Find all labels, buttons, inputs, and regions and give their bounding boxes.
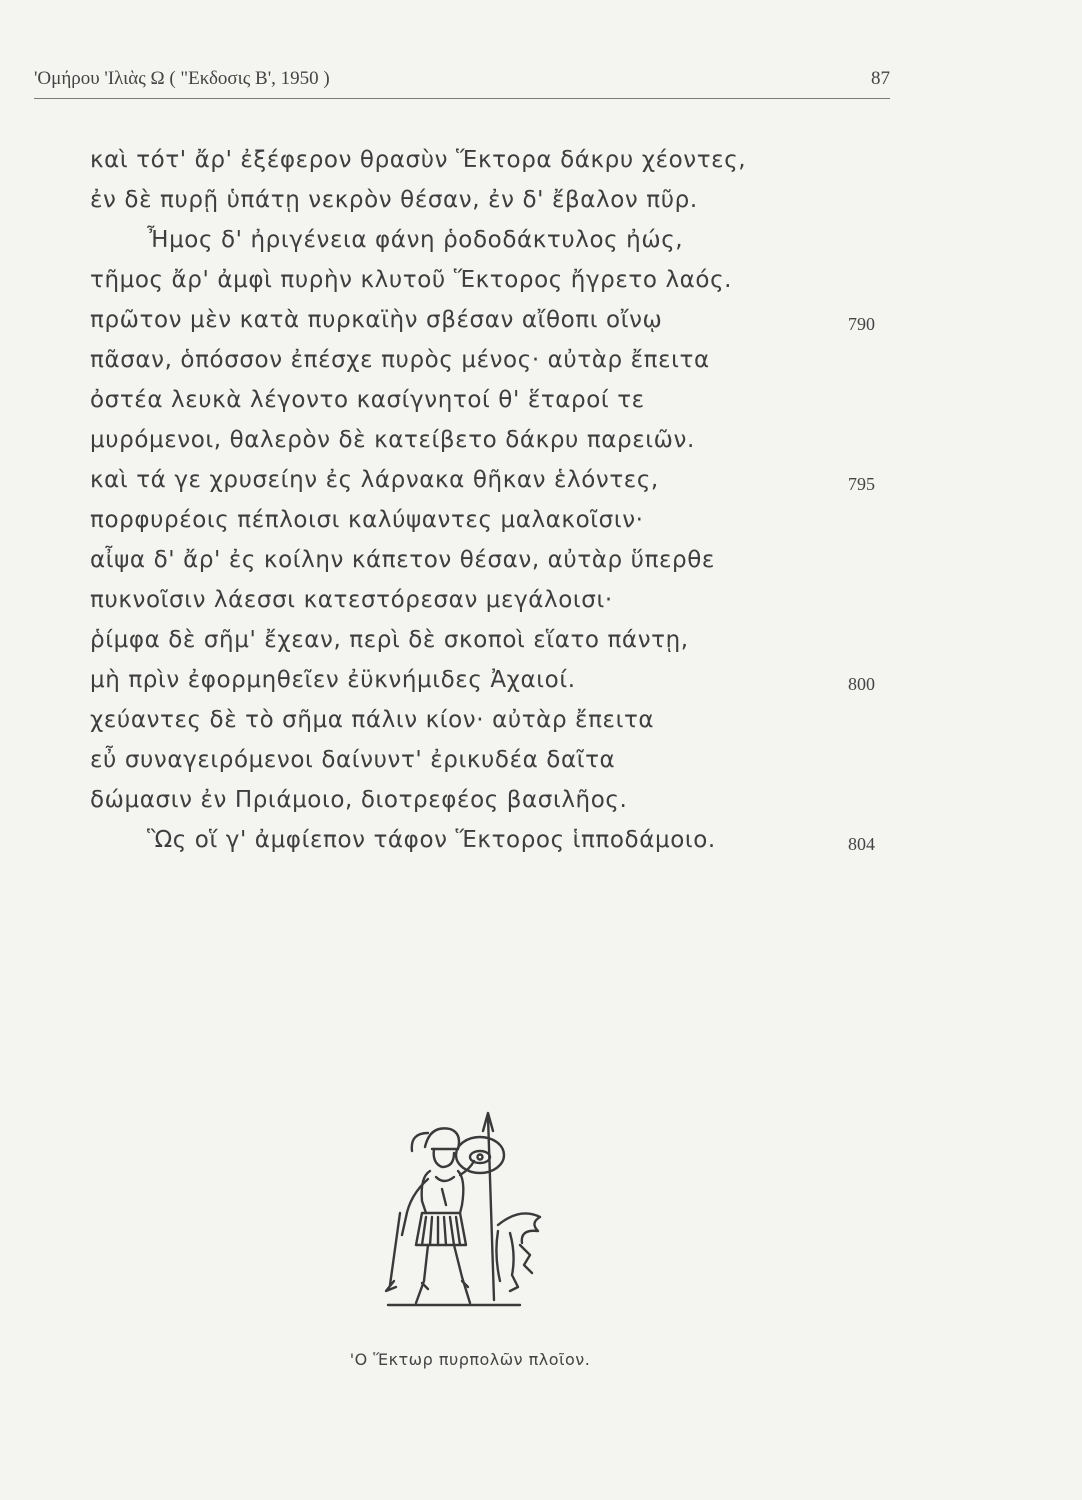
verse-line: πυκνοῖσιν λάεσσι κατεστόρεσαν μεγάλοισι· <box>90 587 613 613</box>
figure-caption: 'Ο Ἕκτωρ πυρπολῶν πλοῖον. <box>349 1350 591 1369</box>
verse-line: τῆμος ἄρ' ἀμφὶ πυρὴν κλυτοῦ Ἕκτορος ἤγρετο λαός. <box>90 267 733 293</box>
verse-line: καὶ τά γε χρυσείην ἐς λάρνακα θῆκαν ἑλόντες, <box>90 467 659 493</box>
verse-line: μὴ πρὶν ἐφορμηθεῖεν ἐϋκνήμιδες Ἀχαιοί. <box>90 667 576 693</box>
running-head <box>34 68 890 99</box>
page-number: 87 <box>871 68 890 89</box>
verse-line: καὶ τότ' ἄρ' ἐξέφερον θρασὺν Ἕκτορα δάκρυ χέοντες, <box>90 147 747 173</box>
verse-line: πᾶσαν, ὁπόσσον ἐπέσχε πυρὸς μένος· αὐτὰρ ἔπειτα <box>90 347 710 373</box>
verse-line: μυρόμενοι, θαλερὸν δὲ κατείβετο δάκρυ παρειῶν. <box>90 427 695 453</box>
verse-line: ῥίμφα δὲ σῆμ' ἔχεαν, περὶ δὲ σκοποὶ εἵατο πάντῃ, <box>90 627 689 653</box>
line-number: 804 <box>848 834 875 854</box>
running-head-title: 'Ομήρου 'Ιλιὰς Ω ( "Εκδοσις Β', 1950 ) <box>34 68 330 89</box>
line-number: 795 <box>848 474 875 494</box>
verse-line: ἐν δὲ πυρῇ ὑπάτῃ νεκρὸν θέσαν, ἐν δ' ἔβαλον πῦρ. <box>90 187 698 213</box>
verse-line: αἶψα δ' ἄρ' ἐς κοίλην κάπετον θέσαν, αὐτὰρ ὕπερθε <box>90 547 715 573</box>
hector-illustration <box>370 1105 570 1315</box>
verse-line: ὀστέα λευκὰ λέγοντο κασίγνητοί θ' ἕταροί τε <box>90 387 645 413</box>
verse-line: χεύαντες δὲ τὸ σῆμα πάλιν κίον· αὐτὰρ ἔπειτα <box>90 707 655 733</box>
verse-line: Ἦμος δ' ἠριγένεια φάνη ῥοδοδάκτυλος ἠώς, <box>147 227 684 253</box>
line-number: 800 <box>848 674 875 694</box>
line-number: 790 <box>848 314 875 334</box>
verse-line: Ὣς οἵ γ' ἀμφίεπον τάφον Ἕκτορος ἱπποδάμοιο. <box>147 827 716 853</box>
verse-line: πρῶτον μὲν κατὰ πυρκαϊὴν σβέσαν αἴθοπι οἴνῳ <box>90 307 663 333</box>
verse-line: εὖ συναγειρόμενοι δαίνυντ' ἐρικυδέα δαῖτα <box>90 747 616 773</box>
verse-line: δώμασιν ἐν Πριάμοιο, διοτρεφέος βασιλῆος. <box>90 787 628 813</box>
verse-line: πορφυρέοις πέπλοισι καλύψαντες μαλακοῖσιν· <box>90 507 644 533</box>
